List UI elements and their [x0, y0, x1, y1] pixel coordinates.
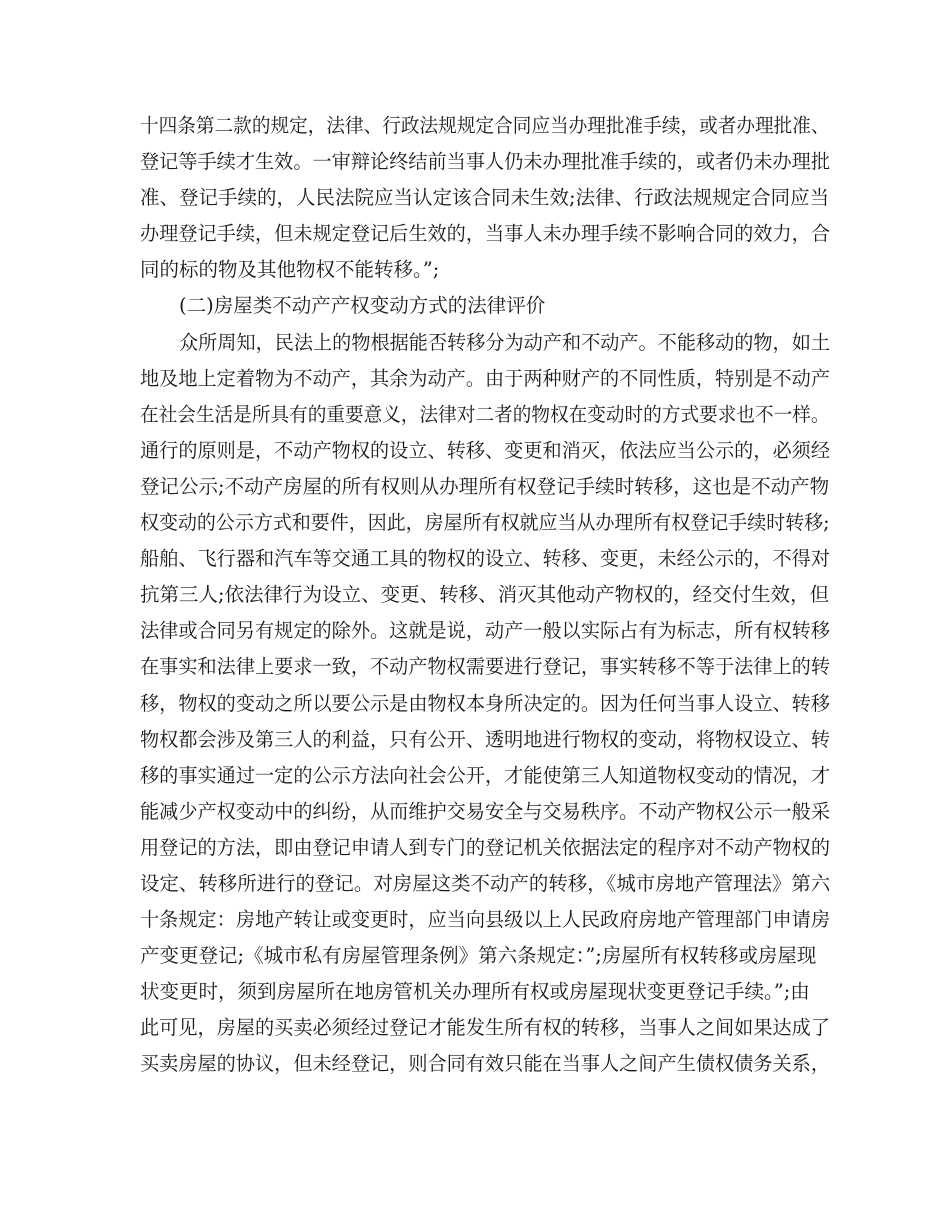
line-text: 能减少产权变动中的纠纷，从而维护交易安全与交易秩序。不动产物权公示一般采 [140, 799, 831, 823]
text-line [140, 866, 830, 902]
text-line [140, 1010, 830, 1046]
text-line [140, 613, 830, 649]
text-line [140, 325, 830, 361]
text-line [140, 108, 830, 144]
section-heading [140, 288, 830, 324]
line-text: 登记等手续才生效。一审辩论终结前当事人仍未办理批准手续的，或者仍未办理批 [140, 150, 831, 174]
text-line [140, 397, 830, 433]
line-text: 众所周知，民法上的物根据能否转移分为动产和不动产。不能移动的物，如土 [179, 330, 831, 354]
line-text: 同的标的物及其他物权不能转移。”; [140, 258, 440, 282]
line-text: 船舶、飞行器和汽车等交通工具的物权的设立、转移、变更，未经公示的，不得对 [140, 547, 831, 571]
text-line [140, 144, 830, 180]
line-text: 移，物权的变动之所以要公示是由物权本身所决定的。因为任何当事人设立、转移 [140, 691, 831, 715]
text-line [140, 433, 830, 469]
text-line [140, 577, 830, 613]
text-line [140, 938, 830, 974]
text-line [140, 686, 830, 722]
line-text: 登记公示;不动产房屋的所有权则从办理所有权登记手续时转移，这也是不动产物 [140, 474, 830, 498]
text-line [140, 758, 830, 794]
line-text: 法律或合同另有规定的除外。这就是说，动产一般以实际占有为标志，所有权转移 [140, 619, 831, 643]
text-line [140, 180, 830, 216]
heading-text: (二)房屋类不动产产权变动方式的法律评价 [179, 294, 546, 318]
line-text: 办理登记手续，但未规定登记后生效的，当事人未办理手续不影响合同的效力，合 [140, 222, 831, 246]
line-text: 权变动的公示方式和要件，因此，房屋所有权就应当从办理所有权登记手续时转移; [140, 511, 830, 535]
text-line [140, 794, 830, 830]
line-text: 用登记的方法，即由登记申请人到专门的登记机关依据法定的程序对不动产物权的 [140, 835, 831, 859]
line-text: 十四条第二款的规定，法律、行政法规规定合同应当办理批准手续，或者办理批准、 [140, 114, 830, 137]
line-text: 产变更登记;《城市私有房屋管理条例》第六条规定：”;房屋所有权转移或房屋现 [140, 944, 817, 968]
text-line [140, 216, 830, 252]
text-line [140, 974, 830, 1010]
text-line [140, 649, 830, 685]
line-text: 设定、转移所进行的登记。对房屋这类不动产的转移，《城市房地产管理法》第六 [140, 871, 831, 895]
line-text: 买卖房屋的协议，但未经登记，则合同有效只能在当事人之间产生债权债务关系， [140, 1052, 831, 1076]
line-text: 此可见，房屋的买卖必须经过登记才能发生所有权的转移，当事人之间如果达成了 [140, 1016, 831, 1040]
text-line [140, 1046, 830, 1082]
text-line [140, 722, 830, 758]
text-line [140, 541, 830, 577]
text-line [140, 505, 830, 541]
text-line [140, 361, 830, 397]
line-text: 抗第三人;依法律行为设立、变更、转移、消灭其他动产物权的，经交付生效，但 [140, 583, 830, 607]
line-text: 物权都会涉及第三人的利益，只有公开、透明地进行物权的变动，将物权设立、转 [140, 727, 831, 751]
text-line [140, 252, 830, 288]
line-text: 地及地上定着物为不动产，其余为动产。由于两种财产的不同性质，特别是不动产 [140, 366, 831, 390]
text-line [140, 902, 830, 938]
text-line [140, 469, 830, 505]
line-text: 在社会生活是所具有的重要意义，法律对二者的物权在变动时的方式要求也不一样。 [140, 402, 830, 426]
line-text: 通行的原则是，不动产物权的设立、转移、变更和消灭，依法应当公示的，必须经 [140, 438, 831, 462]
line-text: 准、登记手续的，人民法院应当认定该合同未生效;法律、行政法规规定合同应当 [140, 186, 830, 210]
line-text: 状变更时，须到房屋所在地房管机关办理所有权或房屋现状变更登记手续。”;由 [140, 980, 810, 1004]
line-text: 十条规定：房地产转让或变更时，应当向县级以上人民政府房地产管理部门申请房 [140, 908, 831, 932]
document-body [140, 108, 830, 1083]
line-text: 移的事实通过一定的公示方法向社会公开，才能使第三人知道物权变动的情况，才 [140, 763, 831, 787]
text-line [140, 830, 830, 866]
line-text: 在事实和法律上要求一致，不动产物权需要进行登记，事实转移不等于法律上的转 [140, 655, 831, 679]
